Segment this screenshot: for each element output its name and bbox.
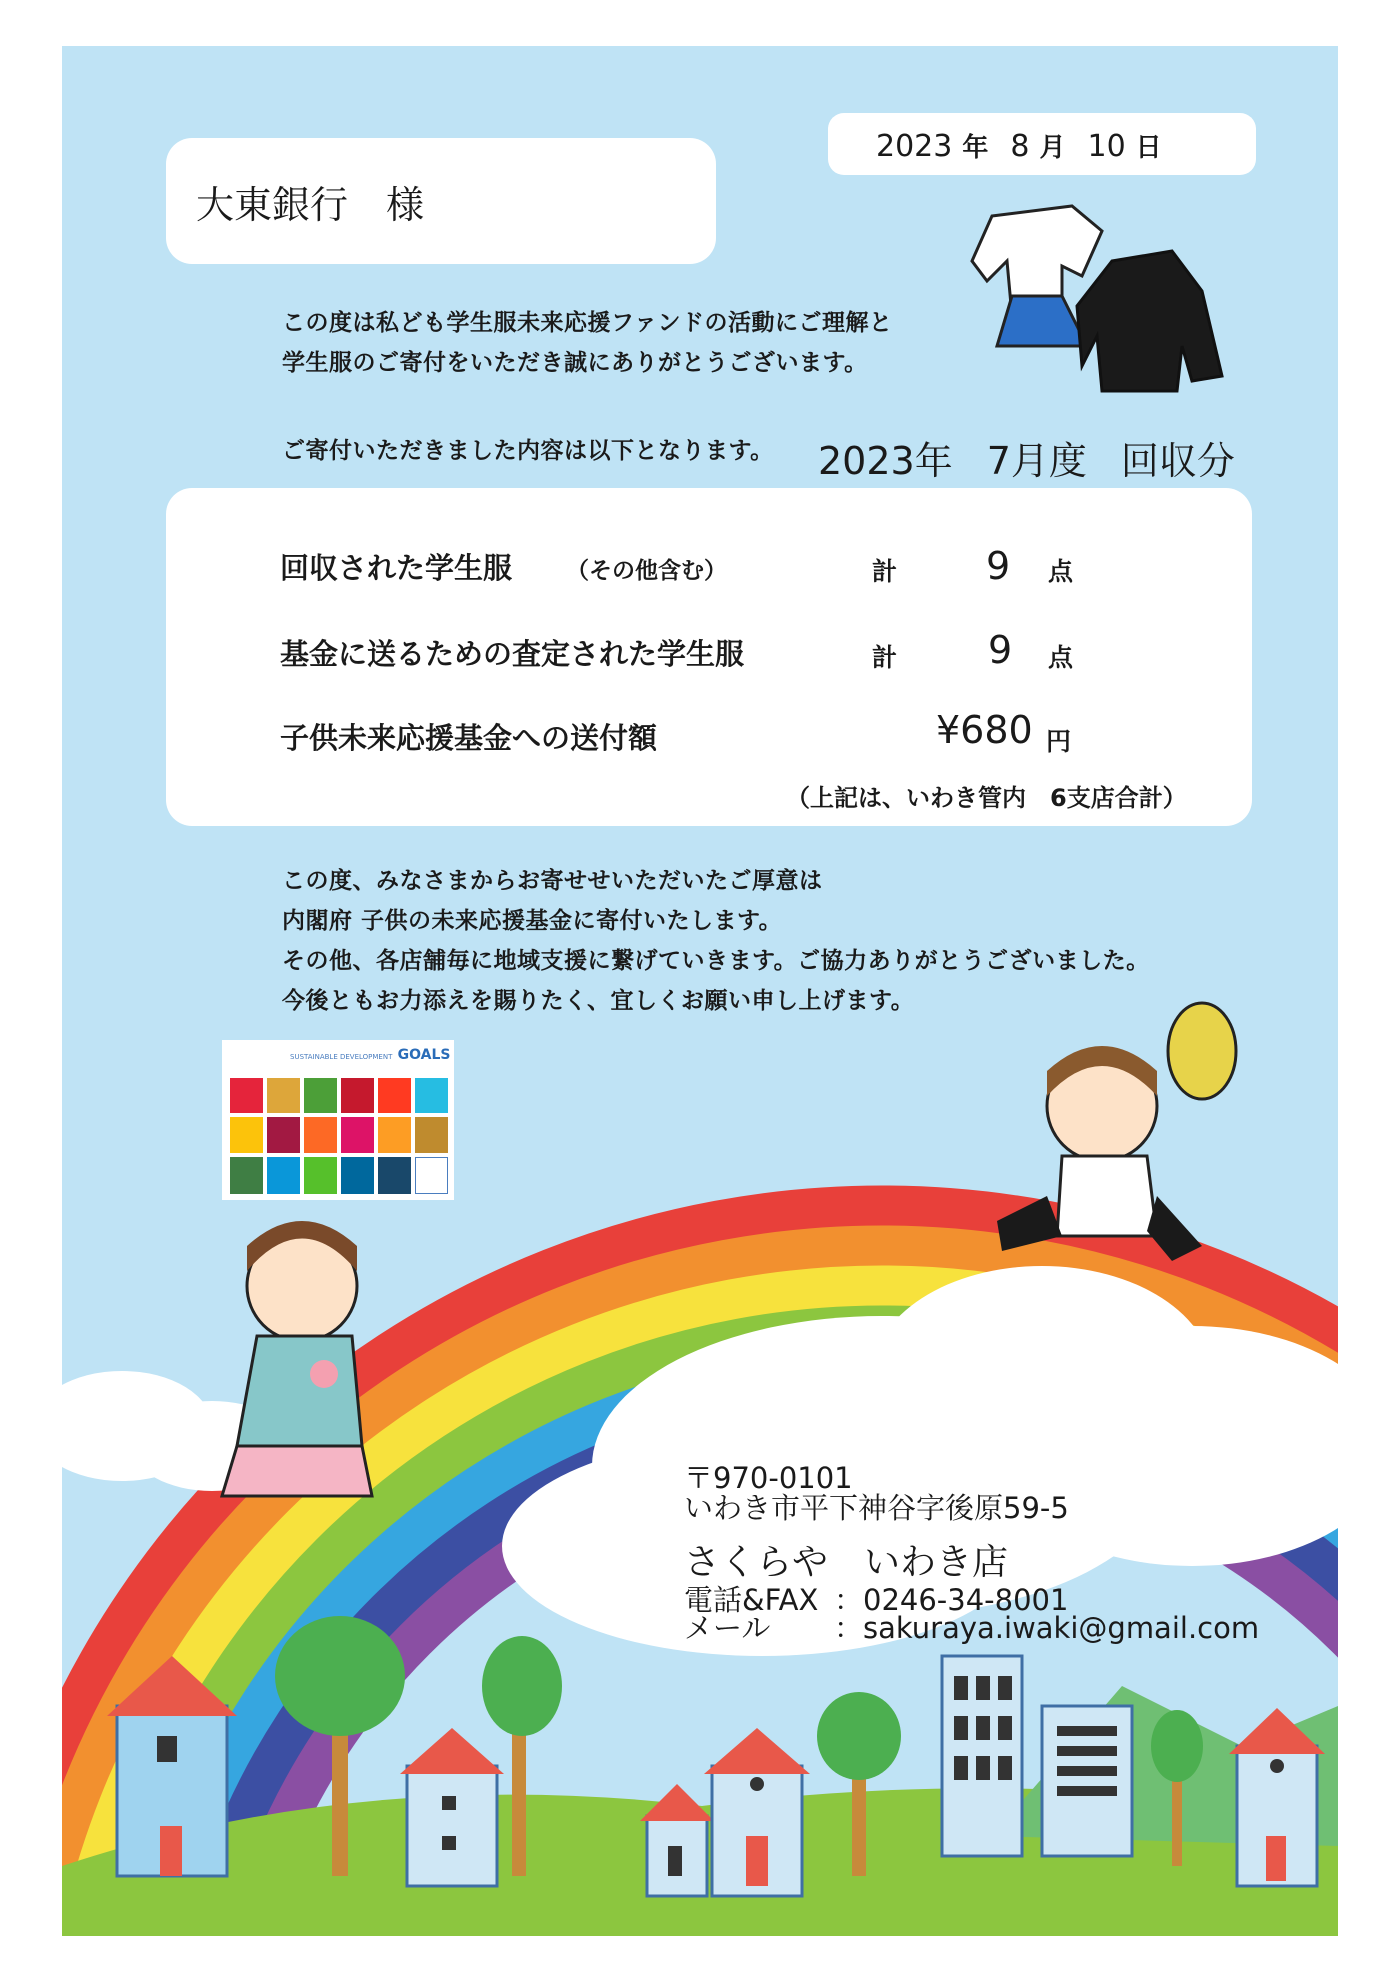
mail-address[interactable]: ：sakuraya.iwaki@gmail.com	[834, 1611, 1260, 1645]
boy-illustration	[997, 1003, 1236, 1261]
amount-unit: 円	[1046, 727, 1072, 756]
sdg-goal-tile	[378, 1078, 411, 1113]
period-year: 2023年	[818, 439, 953, 483]
sdgs-goal-grid	[230, 1078, 448, 1194]
intro-line-2: 学生服のご寄付をいただき誠にありがとうございます。	[282, 350, 868, 376]
collected-label: 回収された学生服	[280, 551, 513, 585]
house-center	[704, 1728, 810, 1896]
sdg-goal-tile	[378, 1117, 411, 1152]
sdg-goal-tile	[267, 1117, 300, 1152]
certificate-sheet	[62, 46, 1338, 1936]
closing-line-3: その他、各店舗毎に地域支援に繋げていきます。ご協力ありがとうございました。	[282, 948, 1150, 974]
tel-number[interactable]: ：0246-34-8001	[834, 1583, 1069, 1617]
tel-label: 電話&FAX	[684, 1583, 819, 1617]
sdg-goal-tile	[378, 1157, 411, 1194]
street-address: いわき市平下神谷字後原59-5	[684, 1491, 1069, 1525]
date-month: 8	[1010, 129, 1030, 164]
assessed-count: 9	[988, 628, 1013, 672]
sdg-goal-tile	[304, 1157, 337, 1194]
assessed-prefix: 計	[872, 643, 898, 672]
sdgs-title: SUSTAINABLE DEVELOPMENT	[290, 1053, 393, 1061]
results-panel	[166, 488, 1252, 826]
sdg-goal-tile	[230, 1117, 263, 1152]
closing-line-2: 内閣府 子供の未来応援基金に寄付いたします。	[282, 908, 783, 934]
sdgs-logo	[290, 1048, 450, 1062]
intro-line-1: この度は私ども学生服未来応援ファンドの活動にご理解と	[282, 310, 893, 336]
assessed-unit: 点	[1048, 643, 1074, 672]
collected-prefix: 計	[872, 557, 898, 586]
sdgs-goals: GOALS	[397, 1047, 451, 1063]
assessed-label: 基金に送るための査定された学生服	[280, 637, 745, 671]
sdg-goal-tile	[230, 1078, 263, 1113]
collected-count: 9	[986, 544, 1011, 588]
uniforms-illustration	[972, 206, 1222, 391]
sdg-goal-tile	[415, 1157, 448, 1194]
sdg-goal-tile	[267, 1078, 300, 1113]
sdg-goal-tile	[415, 1117, 448, 1152]
addressee-panel	[166, 138, 716, 264]
issue-date	[876, 127, 1184, 164]
building-wide	[1042, 1706, 1132, 1856]
girl-illustration	[222, 1221, 372, 1496]
postal-code: 〒970-0101	[684, 1461, 853, 1495]
date-day: 10	[1087, 129, 1126, 164]
store-name: さくらや いわき店	[684, 1542, 1009, 1583]
building-tall	[942, 1656, 1022, 1856]
amount-footnote: （上記は、いわき管内 6支店合計）	[786, 784, 1187, 812]
sdg-goal-tile	[230, 1157, 263, 1194]
sdgs-poster	[222, 1040, 454, 1200]
sdg-goal-tile	[341, 1117, 374, 1152]
sdg-goal-tile	[267, 1157, 300, 1194]
date-month-label: 月	[1039, 133, 1066, 163]
addressee-name: 大東銀行 様	[196, 183, 425, 227]
date-day-label: 日	[1135, 133, 1162, 163]
house-middle	[400, 1728, 504, 1886]
period-label: 回収分	[1120, 439, 1235, 483]
collection-period	[818, 430, 1235, 485]
collected-unit: 点	[1048, 557, 1074, 586]
sdg-goal-tile	[341, 1157, 374, 1194]
date-year-label: 年	[962, 133, 989, 163]
date-panel	[828, 113, 1256, 175]
closing-line-1: この度、みなさまからお寄せせいただいたご厚意は	[282, 868, 823, 894]
mail-label: メール	[684, 1611, 771, 1645]
closing-line-4: 今後ともお力添えを賜りたく、宜しくお願い申し上げます。	[282, 988, 915, 1014]
sdg-goal-tile	[304, 1117, 337, 1152]
sdg-goal-tile	[341, 1078, 374, 1113]
sdg-goal-tile	[415, 1078, 448, 1113]
sdg-goal-tile	[304, 1078, 337, 1113]
date-year: 2023	[876, 129, 953, 164]
period-month: 7月度	[986, 439, 1087, 483]
amount-label: 子供未来応援基金への送付額	[280, 721, 658, 755]
amount-value: ¥680	[936, 708, 1033, 752]
collected-note: （その他含む）	[566, 558, 727, 584]
contents-intro: ご寄付いただきました内容は以下となります。	[282, 438, 774, 464]
